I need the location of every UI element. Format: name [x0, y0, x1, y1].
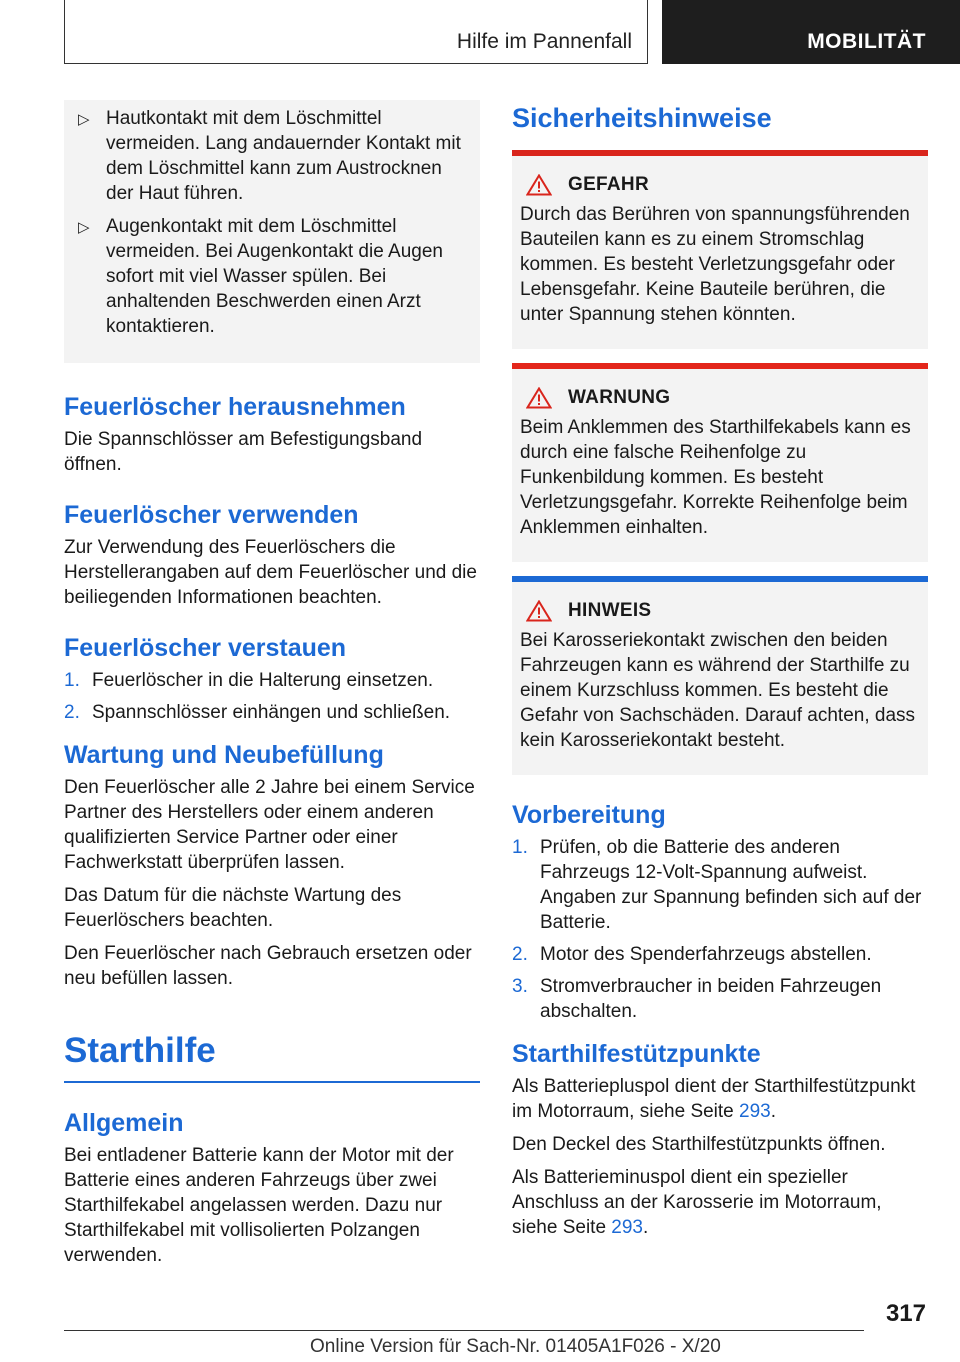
- warning-triangle-icon: [526, 600, 552, 622]
- step-number: 2.: [512, 944, 528, 965]
- list-item: [64, 700, 480, 725]
- list-item: [64, 668, 480, 693]
- section-text: Bei entladener Batterie kann der Motor mit der Batterie eines anderen Fahrzeugs über zwei Starthilfekabel angelassen werden. Dazu nur Starthilfekabel mit vollisolierten Polzangen verwenden.: [64, 1145, 454, 1266]
- step-text: Spannschlösser einhängen und schließen.: [92, 702, 451, 723]
- page-link[interactable]: 293: [611, 1217, 643, 1238]
- chapter-title: Starthilfe: [64, 1029, 480, 1083]
- right-column: [512, 100, 928, 1240]
- paragraph-end: .: [643, 1217, 649, 1238]
- section-general: [64, 1107, 480, 1268]
- warning-triangle-icon: [526, 387, 552, 409]
- paragraph-end: .: [770, 1101, 777, 1122]
- notice-level: HINWEIS: [568, 600, 652, 621]
- bullet-text: Hautkontakt mit dem Löschmittel vermeiden. Lang andauernder Kontakt mit dem Löschmittel kann zum Austrocknen der Haut führen.: [106, 108, 461, 204]
- danger-notice: [512, 150, 928, 349]
- section-title: Starthilfestützpunkte: [512, 1040, 761, 1068]
- section-prep: [512, 799, 928, 1024]
- step-text: Stromverbraucher in beiden Fahrzeugen abschalten.: [540, 976, 882, 1022]
- section-stow: [64, 632, 480, 725]
- paragraph: Den Feuerlöscher alle 2 Jahre bei einem Service Partner des Herstellers oder einem anderen qualifizierten Service Partner oder einer Fachwerkstatt überprüfen lassen.: [64, 777, 475, 873]
- header-chapter-tab: MOBILITÄT: [662, 0, 960, 64]
- paragraph: Das Datum für die nächste Wartung des Feuerlöschers beachten.: [64, 885, 402, 931]
- section-title: Wartung und Neubefüllung: [64, 741, 384, 769]
- notice-text: Durch das Berühren von spannungsführenden Bauteilen kann es zu einem Stromschlag kommen. Es besteht Verletzungsgefahr oder Lebensgefahr. Keine Bauteile berühren, die unter Spannung stehen könnten.: [520, 204, 910, 325]
- notice-text: Bei Karosseriekontakt zwischen den beiden Fahrzeugen kann es während der Starthilfe zu einem Kurzschluss kommen. Es besteht die Gefahr von Sachschäden. Darauf achten, dass kein Karosseriekontakt besteht.: [520, 630, 916, 751]
- safety-title: Sicherheitshinweise: [512, 103, 772, 133]
- section-title: Feuerlöscher verwenden: [64, 501, 359, 529]
- section-title: Feuerlöscher herausnehmen: [64, 393, 406, 421]
- step-number: 3.: [512, 976, 528, 997]
- notice-text: Beim Anklemmen des Starthilfekabels kann es durch eine falsche Reihenfolge zu Funkenbildung kommen. Es besteht Verletzungsgefahr. Korrekte Reihenfolge beim Anklemmen einhalten.: [520, 417, 911, 538]
- hint-notice: [512, 576, 928, 775]
- section-maintenance: [64, 739, 480, 991]
- section-title: Allgemein: [64, 1109, 184, 1137]
- header-section-title: Hilfe im Pannenfall: [456, 30, 632, 53]
- bullet-item: [78, 214, 466, 339]
- left-column: [64, 100, 480, 1268]
- step-list: [64, 668, 480, 725]
- section-use: [64, 499, 480, 610]
- section-jump-points: [512, 1038, 928, 1240]
- page-number: 317: [885, 1300, 926, 1327]
- section-text: Zur Verwendung des Feuerlöschers die Herstellerangaben auf dem Feuerlöscher und die beiliegenden Informationen beachten.: [64, 537, 477, 608]
- list-item: [512, 942, 928, 967]
- list-item: [512, 835, 928, 935]
- triangle-bullet-icon: ▷: [78, 111, 90, 128]
- paragraph: [512, 1165, 928, 1240]
- footer-text: Online Version für Sach-Nr. 01405A1F026 - X/20: [310, 1336, 721, 1357]
- paragraph: Den Deckel des Starthilfestützpunkts öffnen.: [512, 1134, 886, 1155]
- step-text: Prüfen, ob die Batterie des anderen Fahrzeugs 12-Volt-Spannung aufweist. Angaben zur Spannung befinden sich auf der Batterie.: [540, 837, 922, 933]
- step-list: [512, 835, 928, 1024]
- paragraph: Den Feuerlöscher nach Gebrauch ersetzen oder neu befüllen lassen.: [64, 943, 472, 989]
- paragraph-text: Als Batteriepluspol dient der Starthilfestützpunkt im Motorraum, siehe Seite: [512, 1076, 916, 1122]
- bullet-text: Augenkontakt mit dem Löschmittel vermeiden. Bei Augenkontakt die Augen sofort mit viel Wasser spülen. Bei anhaltenden Beschwerden einen Arzt kontaktieren.: [106, 216, 443, 337]
- notice-header: [520, 600, 920, 622]
- warning-notice: [512, 363, 928, 562]
- step-text: Feuerlöscher in die Halterung einsetzen.: [92, 670, 434, 691]
- step-number: 1.: [64, 670, 80, 691]
- step-text: Motor des Spenderfahrzeugs abstellen.: [540, 944, 872, 965]
- bullet-item: [78, 106, 466, 206]
- footer-divider: [64, 1330, 864, 1331]
- section-text: Die Spannschlösser am Befestigungsband öffnen.: [64, 429, 423, 475]
- step-number: 2.: [64, 702, 80, 723]
- page-link[interactable]: 293: [739, 1101, 771, 1122]
- paragraph-text: Als Batterieminuspol dient ein spezieller Anschluss an der Karosserie im Motorraum, siehe Seite: [512, 1167, 882, 1238]
- notice-header: [520, 174, 920, 196]
- list-item: [512, 974, 928, 1024]
- section-title: Feuerlöscher verstauen: [64, 634, 347, 662]
- notice-level: GEFAHR: [568, 174, 649, 195]
- section-remove: [64, 391, 480, 477]
- notice-header: [520, 387, 920, 409]
- section-title: Vorbereitung: [512, 801, 666, 829]
- triangle-bullet-icon: ▷: [78, 219, 90, 236]
- warning-triangle-icon: [526, 174, 552, 196]
- notice-level: WARNUNG: [568, 387, 671, 408]
- paragraph: [512, 1074, 928, 1124]
- safety-bullet-box: [64, 100, 480, 363]
- step-number: 1.: [512, 837, 528, 858]
